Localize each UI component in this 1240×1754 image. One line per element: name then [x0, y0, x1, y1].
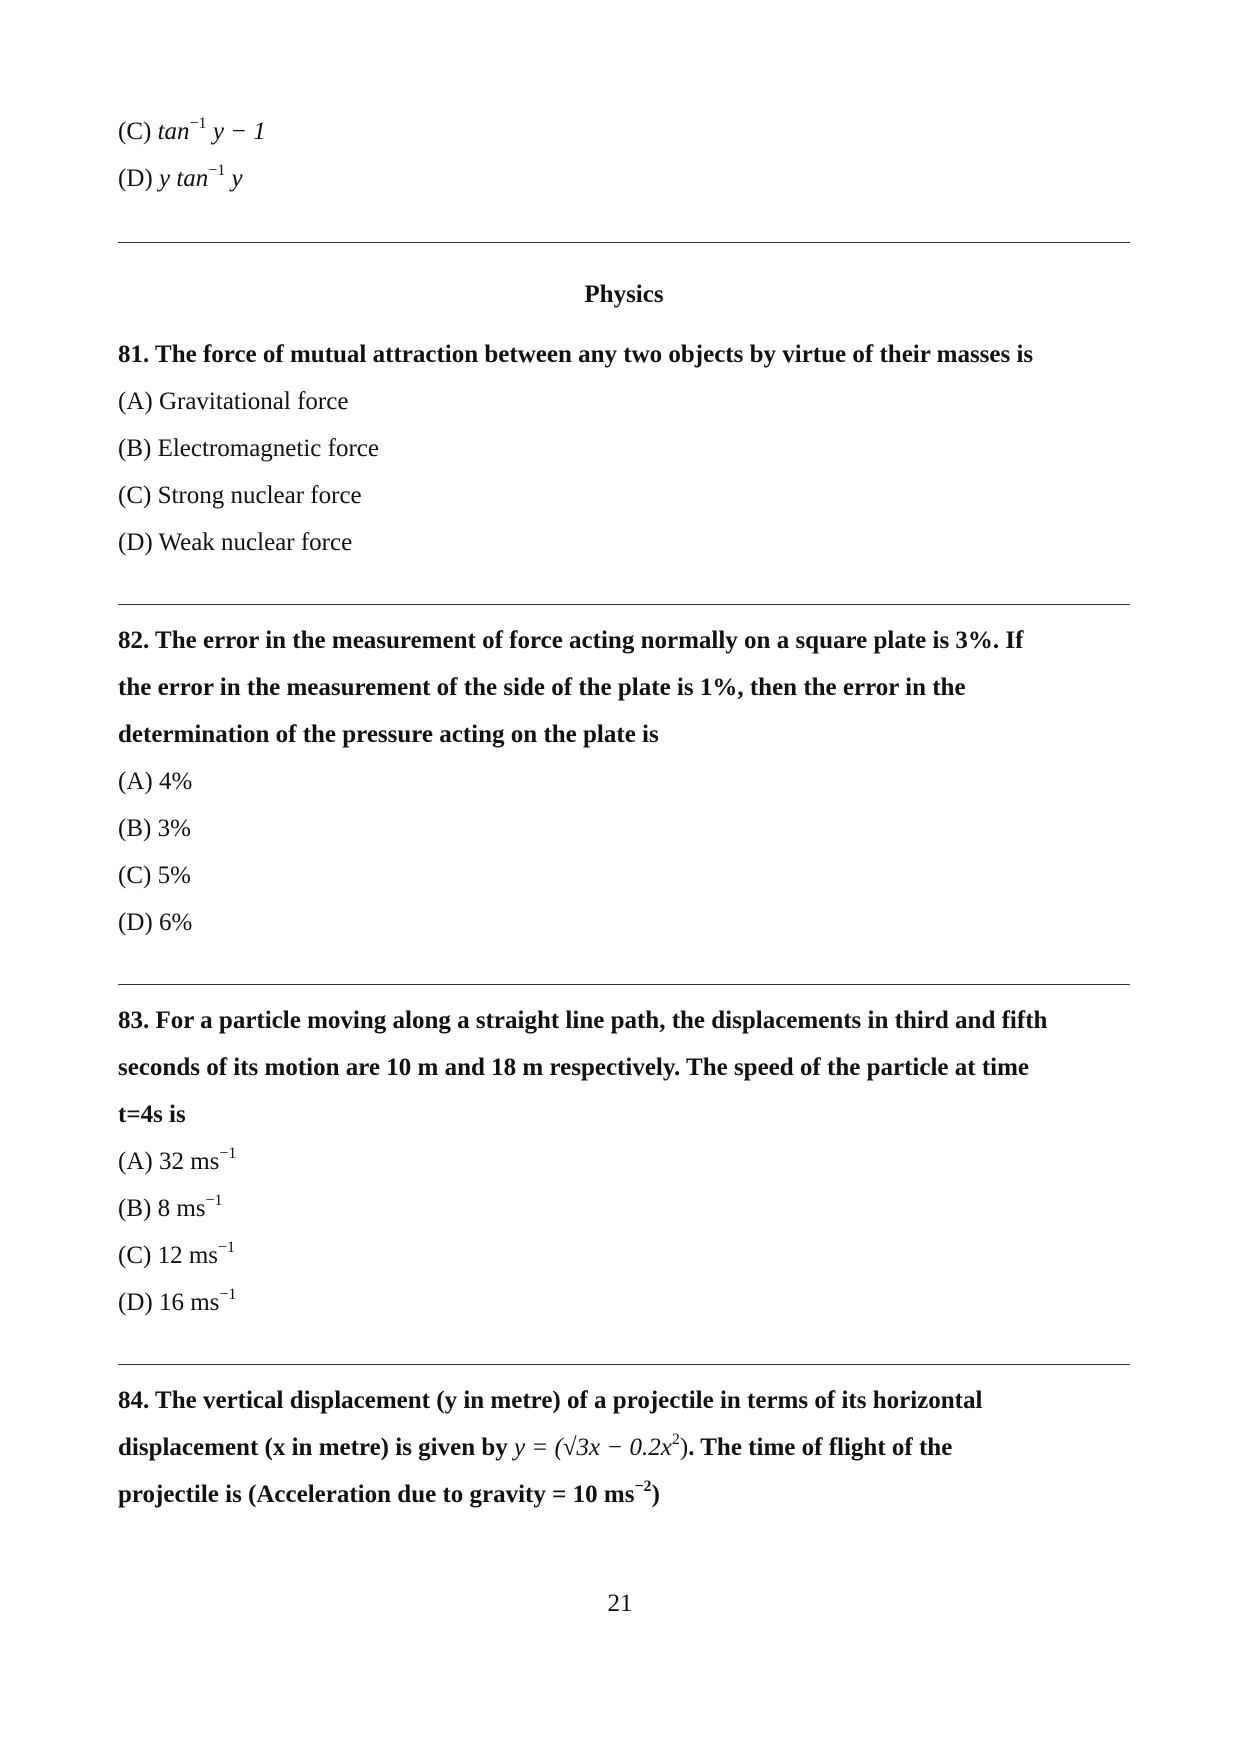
question-81: 81. The force of mutual attraction between any two objects by virtue of their masses is	[118, 341, 1034, 368]
option-83-b: (B) 8 $ms^{-1}$	[118, 1192, 223, 1222]
option-81-c: (C) Strong nuclear force	[118, 482, 362, 509]
option-c-prev: (C) $\tan^{-1} y - 1$	[118, 115, 266, 145]
exam-page	[118, 108, 1130, 1518]
option-d-prev: (D) y $\tan^{-1} y$	[118, 162, 243, 192]
question-82-line-2: the error in the measurement of the side of the plate is 1%, then the error in the	[118, 674, 966, 701]
option-81-d: (D) Weak nuclear force	[118, 529, 353, 556]
option-82-b: (B) 3%	[118, 815, 191, 842]
option-81-a: (A) Gravitational force	[118, 388, 349, 415]
question-82-line-1: 82. The error in the measurement of force acting normally on a square plate is 3%. If	[118, 627, 1024, 654]
option-83-d: (D) 16 $ms^{-1}$	[118, 1286, 237, 1316]
option-82-d: (D) 6%	[118, 909, 193, 936]
page-number: 21	[607, 1590, 633, 1617]
option-81-b: (B) Electromagnetic force	[118, 435, 379, 462]
question-83-line-2: seconds of its motion are 10 m and 18 m respectively. The speed of the particle at time	[118, 1054, 1030, 1081]
question-83-line-1: 83. For a particle moving along a straight line path, the displacements in third and fifth	[118, 1007, 1048, 1034]
question-84-line-1: 84. The vertical displacement (y in metre) of a projectile in terms of its horizontal	[118, 1387, 983, 1414]
option-82-c: (C) 5%	[118, 862, 191, 889]
option-83-c: (C) 12 $ms^{-1}$	[118, 1239, 236, 1269]
question-84-line-3: projectile is (Acceleration due to gravity = 10 $ms^{-2}$)	[118, 1478, 660, 1508]
option-82-a: (A) 4%	[118, 768, 193, 795]
question-82-line-3: determination of the pressure acting on the plate is	[118, 721, 659, 748]
question-84-line-2: displacement (x in metre) is given by $y = (√3x - 0.2x^2)$. The time of flight of the	[118, 1431, 953, 1461]
section-title: Physics	[584, 281, 664, 308]
option-83-a: (A) 32 $ms^{-1}$	[118, 1145, 237, 1175]
question-83-line-3: t=4s is	[118, 1101, 186, 1128]
